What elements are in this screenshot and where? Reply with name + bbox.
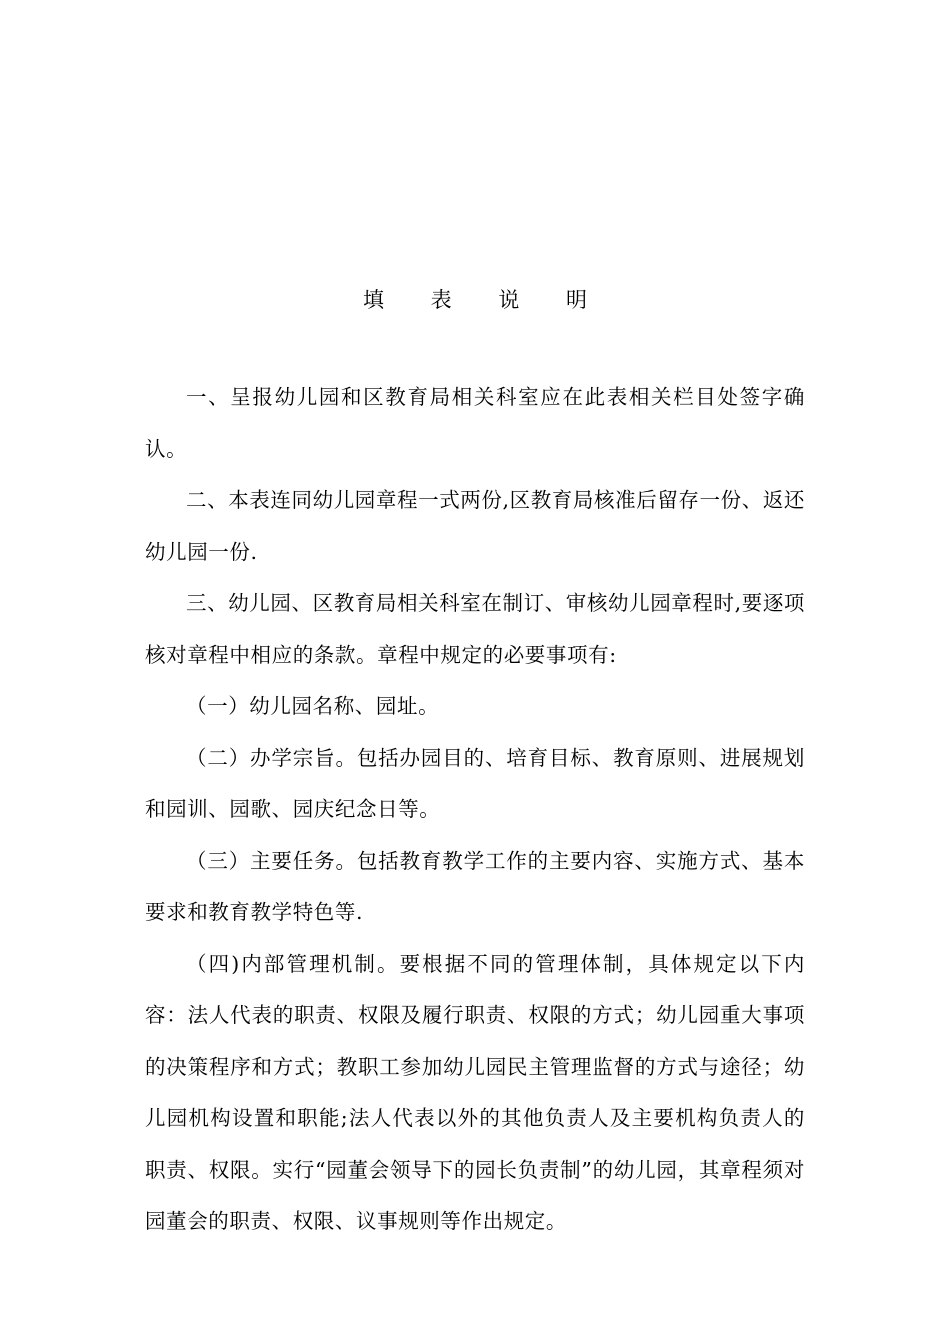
document-body — [145, 372, 805, 1248]
paragraph-item-2: （二）办学宗旨。包括办园目的、培育目标、教育原则、进展规划和园训、园歌、园庆纪念日等。 — [145, 745, 805, 821]
paragraph-item-3: （三）主要任务。包括教育教学工作的主要内容、实施方式、基本要求和教育教学特色等. — [145, 848, 805, 924]
paragraph-3: 三、幼儿园、区教育局相关科室在制订、审核幼儿园章程时,要逐项核对章程中相应的条款。章程中规定的必要事项有: — [145, 591, 806, 667]
document-title: 填 表 说 明 — [362, 288, 608, 312]
paragraph-item-1: （一）幼儿园名称、园址。 — [186, 694, 440, 718]
paragraph-1: 一、呈报幼儿园和区教育局相关科室应在此表相关栏目处签字确认。 — [145, 385, 805, 461]
paragraph-item-4: （四)内部管理机制。要根据不同的管理体制，具体规定以下内容：法人代表的职责、权限及履行职责、权限的方式；幼儿园重大事项的决策程序和方式；教职工参加幼儿园民主管理监督的方式与途径；幼儿园机构设置和职能;法人代表以外的其他负责人及主要机构负责人的职责、权限。实行“园董会领导下的园长负责制”的幼儿园，其章程须对园董会的职责、权限、议事规则等作出规定。 — [145, 951, 805, 1233]
paragraph-2: 二、本表连同幼儿园章程一式两份,区教育局核准后留存一份、返还幼儿园一份. — [145, 488, 806, 564]
